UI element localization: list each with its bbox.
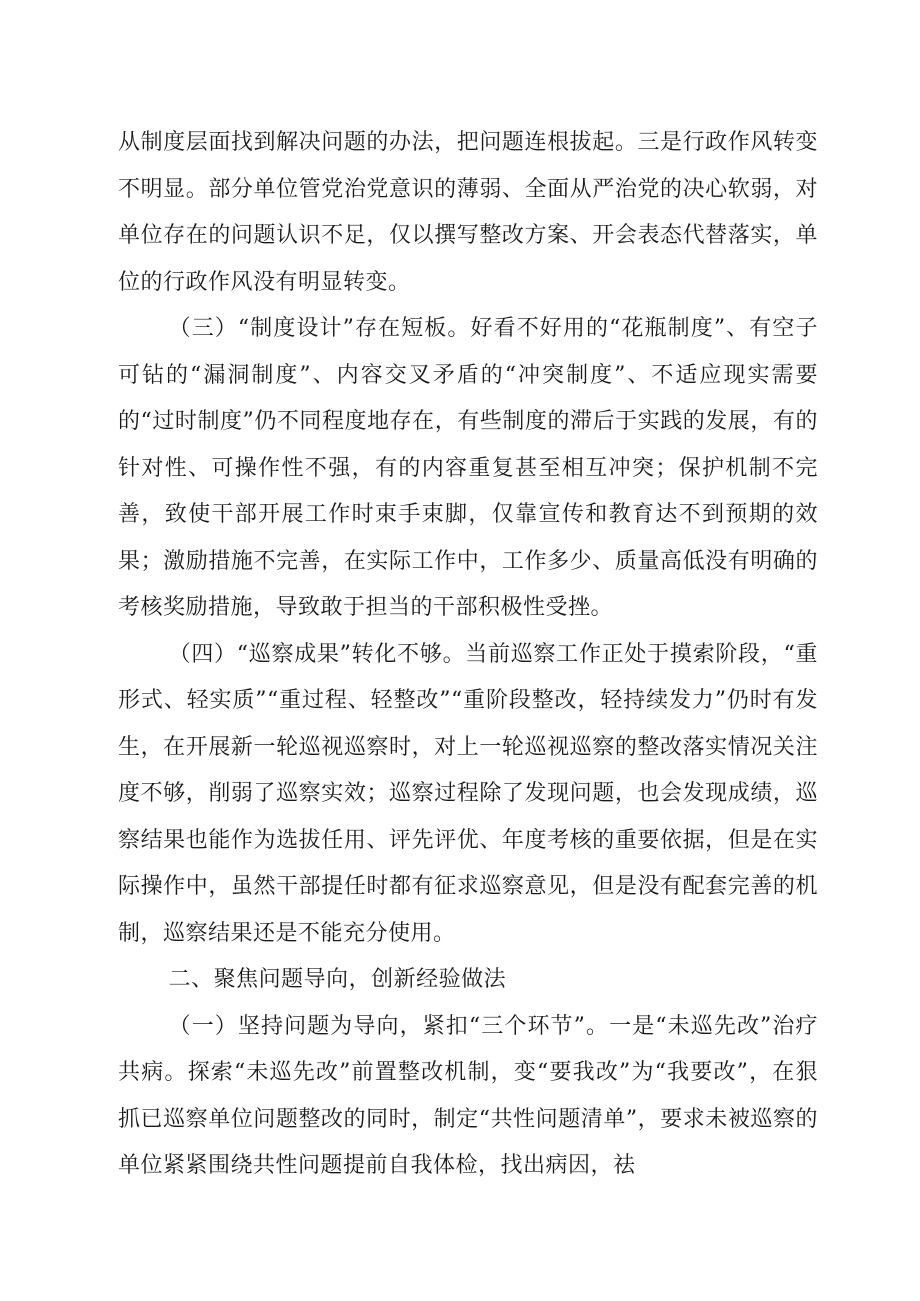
paragraph-section-four: （四）“巡察成果”转化不够。当前巡察工作正处于摸索阶段，“重形式、轻实质”“重过程、轻整改”“重阶段整改，轻持续发力”仍时有发生，在开展新一轮巡视巡察时，对上一轮巡视巡察的整改落实情况关注度不够，削弱了巡察实效；巡察过程除了发现问题，也会发现成绩，巡察结果也能作为选拔任用、评先评优、年度考核的重要依据，但是在实际操作中，虽然干部提任时都有征求巡察意见，但是没有配套完善的机制，巡察结果还是不能充分使用。 bbox=[118, 641, 818, 946]
document-body bbox=[118, 120, 818, 1190]
section-heading: 二、聚焦问题导向，创新经验做法 bbox=[168, 967, 507, 992]
paragraph-continuation: 从制度层面找到解决问题的办法，把问题连根拔起。三是行政作风转变不明显。部分单位管党治党意识的薄弱、全面从严治党的决心软弱，对单位存在的问题认识不足，仅以撰写整改方案、开会表态代替落实，单位的行政作风没有明显转变。 bbox=[118, 130, 818, 295]
paragraph-subsection-one: （一）坚持问题为导向，紧扣“三个环节”。一是“未巡先改”治疗共病。探索“未巡先改”前置整改机制，变“要我改”为“我要改”，在狠抓已巡察单位问题整改的同时，制定“共性问题清单”，要求未被巡察的单位紧紧围绕共性问题提前自我体检，找出病因，祛 bbox=[118, 1013, 818, 1178]
paragraph-section-three: （三）“制度设计”存在短板。好看不好用的“花瓶制度”、有空子可钻的“漏洞制度”、内容交叉矛盾的“冲突制度”、不适应现实需要的“过时制度”仍不同程度地存在，有些制度的滞后于实践的发展，有的针对性、可操作性不强，有的内容重复甚至相互冲突；保护机制不完善，致使干部开展工作时束手束脚，仅靠宣传和教育达不到预期的效果；激励措施不完善，在实际工作中，工作多少、质量高低没有明确的考核奖励措施，导致敢于担当的干部积极性受挫。 bbox=[118, 316, 818, 620]
